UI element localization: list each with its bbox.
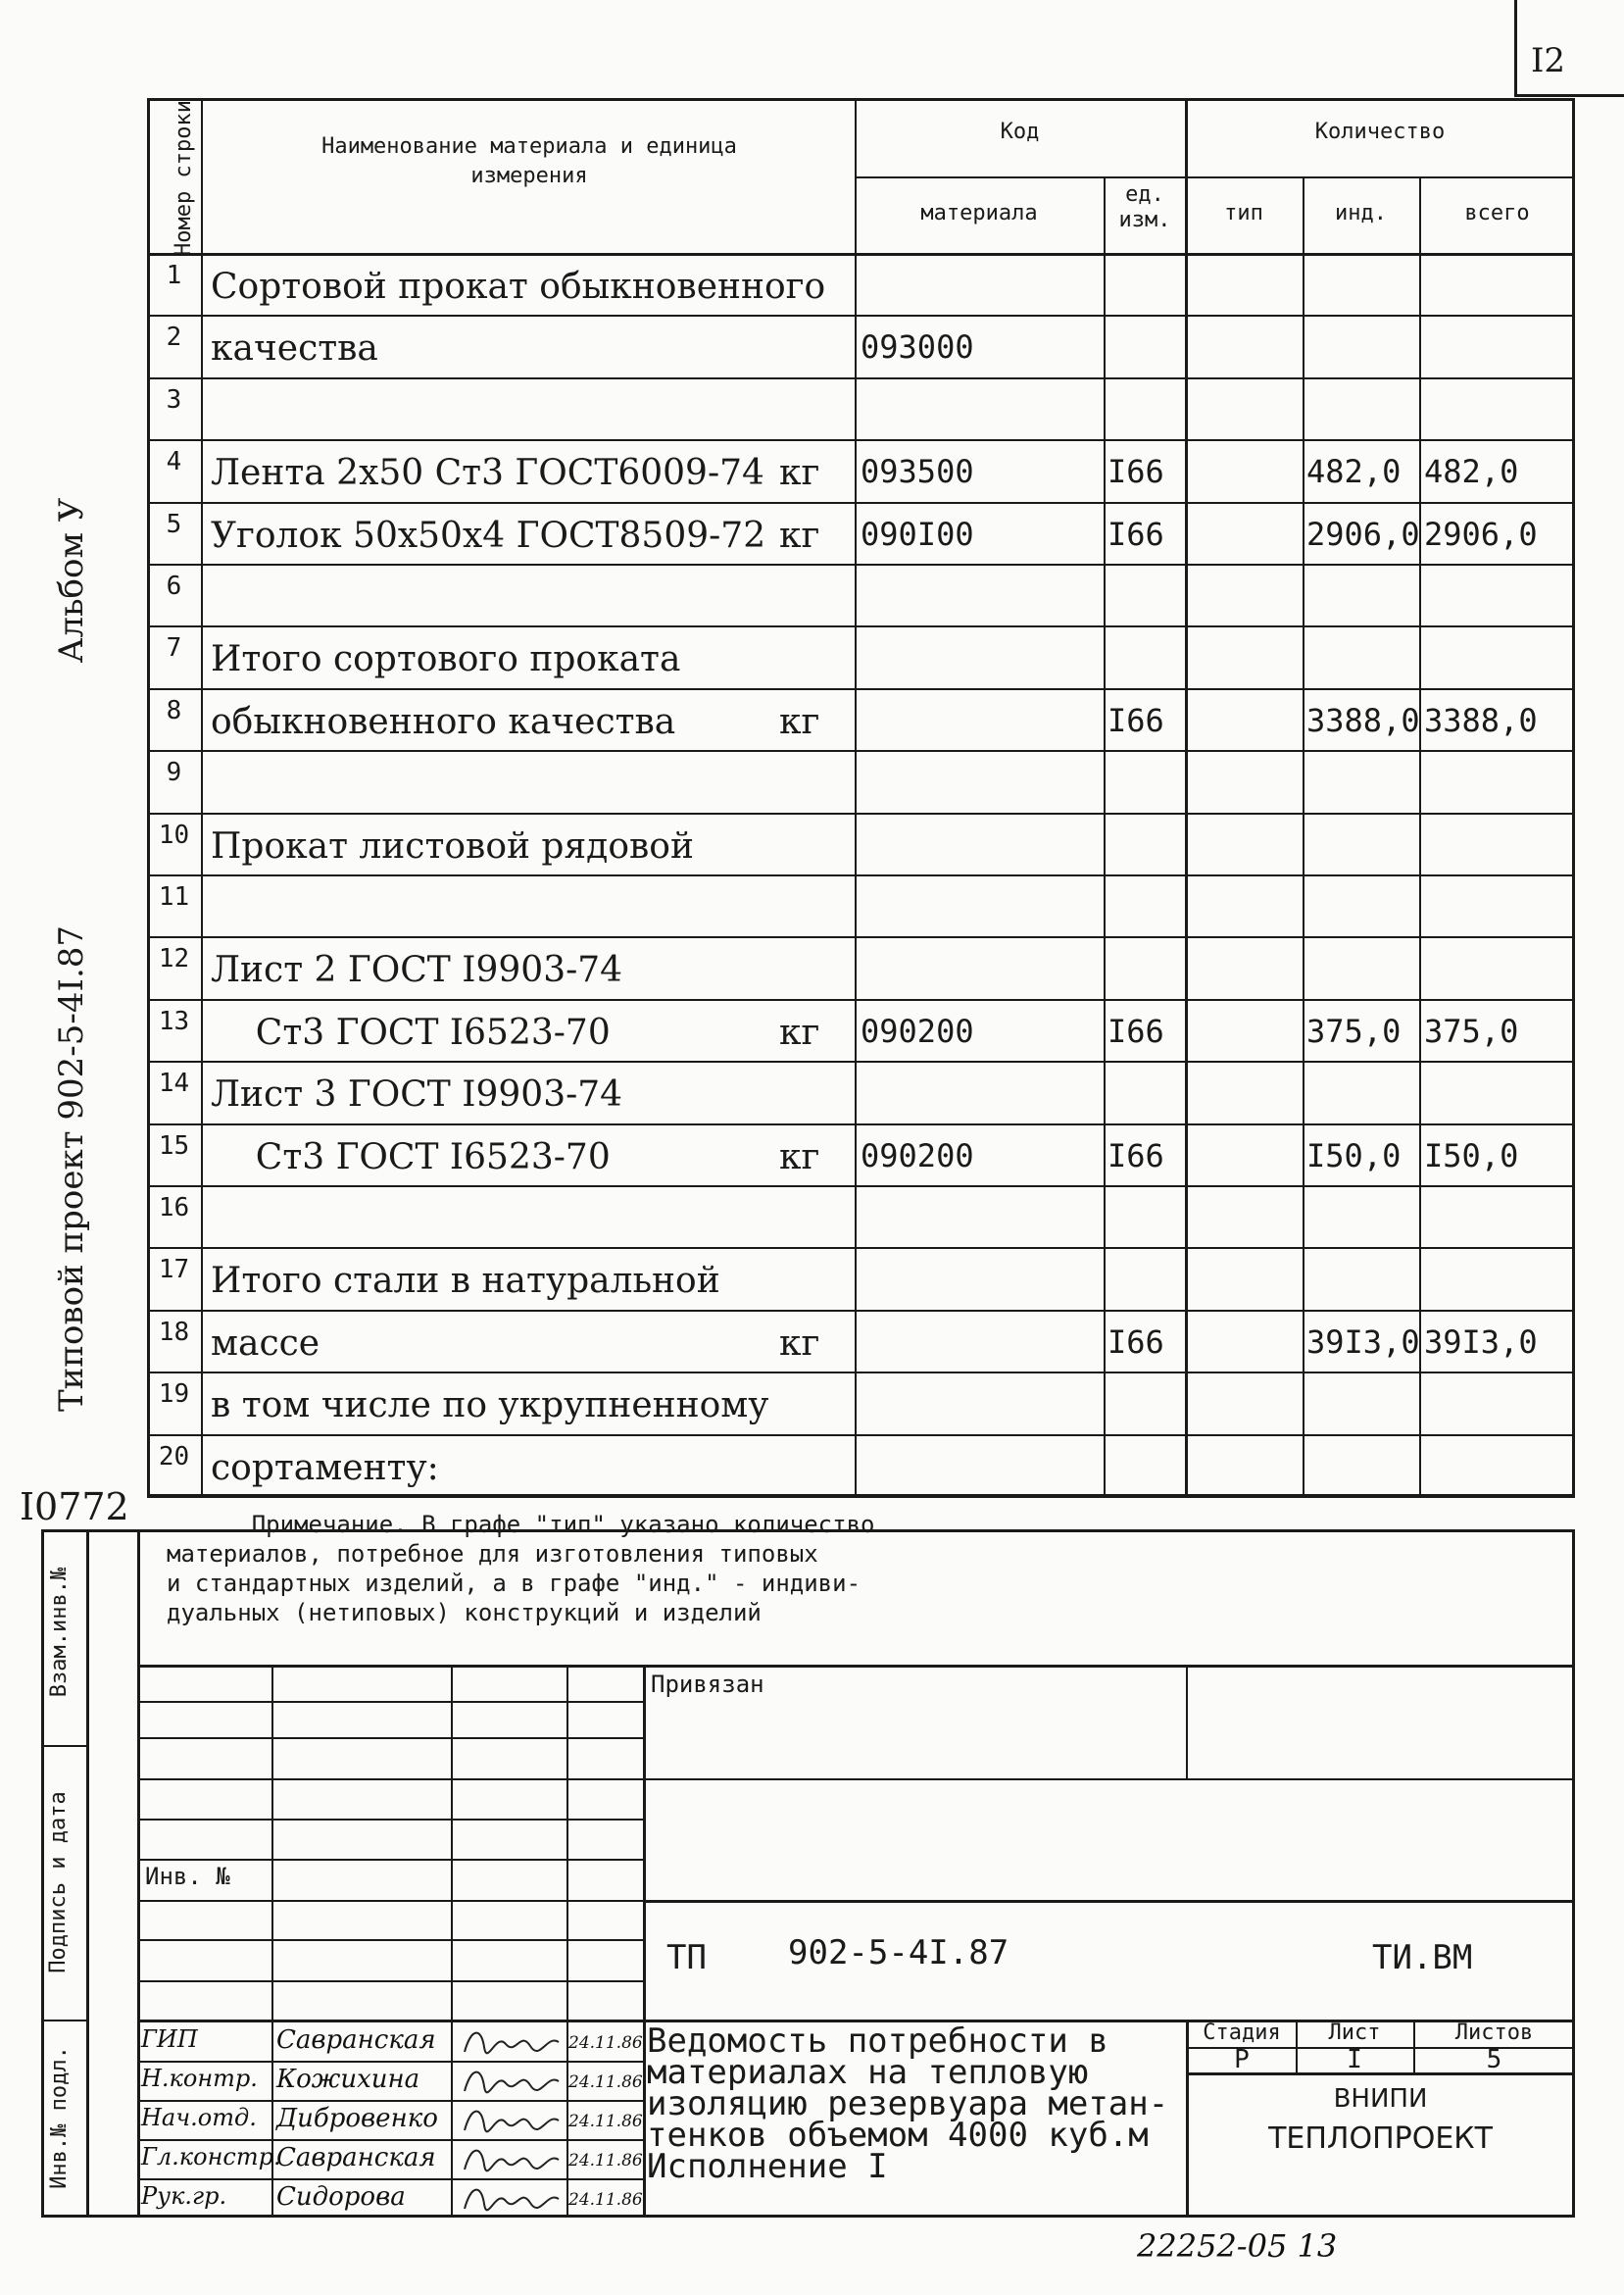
sig-grid-line [137, 1819, 643, 1821]
cell-total: 2906,0 [1424, 516, 1538, 553]
sheets-label: Листов [1454, 2021, 1534, 2045]
col-line-number [201, 98, 203, 1497]
header-split-line [855, 176, 1575, 178]
sig-grid-line [137, 1900, 643, 1902]
cell-name: Уголок 50х50х4 ГОСТ8509-72 [211, 516, 766, 556]
stage-label: Стадия [1203, 2021, 1281, 2045]
cell-n: 2 [166, 323, 182, 352]
sig-grid-line [137, 1980, 643, 1982]
cell-unit: кг [779, 1013, 820, 1053]
cell-code: 090200 [861, 1137, 974, 1174]
stamp-signature-date: Подпись и дата [46, 1791, 71, 1973]
row-separator [147, 999, 1575, 1001]
signature-date: 24.11.86 [568, 2033, 643, 2053]
cell-total: 482,0 [1424, 453, 1519, 490]
sig-grid-line [137, 2100, 643, 2102]
row-separator [147, 439, 1575, 441]
sig-grid-line [137, 1737, 643, 1739]
project-label: Типовой проект 902-5-4I.87 [52, 924, 91, 1413]
sig-grid-line [137, 2020, 643, 2022]
signature-name: Савранская [276, 2143, 436, 2172]
sheets-value: 5 [1486, 2045, 1502, 2074]
stamp-sep-1 [41, 1745, 88, 1747]
title-block-top-line [137, 1665, 1575, 1668]
cell-n: 11 [158, 882, 190, 912]
stamp-inv-original: Инв.№ подл. [47, 2046, 72, 2189]
signature-date: 24.11.86 [568, 2190, 643, 2210]
col-line-name [855, 98, 857, 1497]
row-separator [147, 1061, 1575, 1063]
header-bottom-line [147, 253, 1575, 256]
cell-total: 375,0 [1424, 1013, 1519, 1050]
row-separator [147, 688, 1575, 690]
cell-name: Итого стали в натуральной [211, 1261, 720, 1301]
sig-left-edge [137, 1529, 140, 2218]
stamp-column-line [86, 1529, 89, 2218]
note-text: Примечание. В графе "тип" указано количество материалов, потребное для изготовления типовых и стандартных изделий, а в графе "инд." - индиви- дуальных (нетиповых) конструкций и изделий [167, 1511, 875, 1626]
signature-scribble-icon [457, 2179, 565, 2217]
row-separator [147, 377, 1575, 379]
page-number-underline [1514, 94, 1624, 97]
signature-role: Рук.гр. [141, 2182, 227, 2210]
cell-n: 15 [158, 1131, 190, 1161]
sig-grid-line [137, 2139, 643, 2141]
cell-n: 10 [158, 821, 190, 850]
signature-role: ГИП [141, 2025, 198, 2053]
cell-name: Ст3 ГОСТ I6523-70 [211, 1013, 611, 1053]
page-number-divider [1514, 0, 1517, 96]
header-code: Код [1000, 120, 1040, 144]
sig-grid-line [137, 1778, 643, 1780]
stamp-replace-inv: Взам.инв.№ [47, 1567, 72, 1698]
cell-n: 7 [166, 633, 182, 663]
cell-ed: I66 [1107, 1323, 1164, 1361]
signature-name: Сидорова [276, 2182, 406, 2212]
cell-ed: I66 [1107, 1137, 1164, 1174]
row-separator [147, 750, 1575, 752]
cell-name: Лента 2х50 Ст3 ГОСТ6009-74 [211, 453, 764, 493]
cell-total: 39I3,0 [1424, 1323, 1538, 1361]
doc-code: ТИ.ВМ [1372, 1938, 1473, 1977]
cell-ind: 375,0 [1306, 1013, 1402, 1050]
cell-ind: I50,0 [1306, 1137, 1402, 1174]
sig-grid-line [137, 2061, 643, 2063]
row-separator [147, 315, 1575, 317]
cell-name: Лист 3 ГОСТ I9903-74 [211, 1074, 623, 1115]
cell-name: Итого сортового проката [211, 639, 681, 679]
row-separator [147, 564, 1575, 566]
sig-col-4 [643, 1665, 646, 2218]
header-ind: инд. [1335, 201, 1387, 225]
org-name-1: ВНИПИ [1333, 2084, 1428, 2114]
cell-name: сортаменту: [211, 1448, 439, 1488]
cell-unit: кг [779, 1137, 820, 1177]
archive-code: I0772 [20, 1485, 129, 1528]
signature-scribble-icon [457, 2101, 565, 2138]
cell-ind: 3388,0 [1306, 702, 1420, 739]
row-separator [147, 1185, 1575, 1187]
sig-grid-line [137, 1859, 643, 1861]
cell-n: 6 [166, 572, 182, 601]
row-separator [147, 936, 1575, 938]
note-top-line [147, 1495, 1575, 1498]
cell-code: 090I00 [861, 516, 974, 553]
sig-col-3 [566, 1665, 568, 2218]
privyazan-label: Привязан [651, 1671, 764, 1698]
cell-n: 19 [158, 1379, 190, 1409]
sheet-value: I [1347, 2045, 1362, 2074]
cell-name: Ст3 ГОСТ I6523-70 [211, 1137, 611, 1177]
doc-prefix: ТП [666, 1938, 707, 1977]
privyazan-bottom [643, 1778, 1575, 1780]
signature-role: Н.контр. [141, 2065, 258, 2092]
signature-role: Нач.отд. [141, 2104, 257, 2131]
header-row-number: Номер строки [172, 100, 196, 256]
sig-grid-line [137, 1701, 643, 1703]
row-separator [147, 502, 1575, 504]
signature-scribble-icon [457, 2062, 565, 2099]
sig-grid-line [137, 2178, 643, 2180]
cell-n: 20 [158, 1442, 190, 1472]
cell-unit: кг [779, 1323, 820, 1364]
cell-unit: кг [779, 702, 820, 742]
cell-n: 3 [166, 385, 182, 415]
cell-n: 14 [158, 1069, 190, 1098]
cell-unit: кг [779, 453, 820, 493]
cell-n: 13 [158, 1007, 190, 1036]
row-separator [147, 1372, 1575, 1373]
header-type: тип [1224, 201, 1263, 225]
signature-name: Дибровенко [276, 2104, 438, 2133]
doc-number: 902-5-4I.87 [788, 1933, 1009, 1972]
cell-name: Лист 2 ГОСТ I9903-74 [211, 950, 623, 990]
sheet-label: Лист [1328, 2021, 1381, 2045]
cell-n: 8 [166, 696, 182, 725]
album-label: Альбом У [52, 497, 91, 664]
cell-n: 4 [166, 447, 182, 476]
cell-code: 090200 [861, 1013, 974, 1050]
header-total: всего [1464, 201, 1530, 225]
privyazan-divider [1186, 1665, 1188, 1778]
cell-n: 5 [166, 510, 182, 539]
cell-code: 093000 [861, 328, 974, 366]
signature-scribble-icon [457, 2022, 565, 2060]
cell-n: 16 [158, 1193, 190, 1222]
cell-name: Прокат листовой рядовой [211, 826, 694, 867]
header-name: Наименование материала и единица измерения [321, 134, 737, 188]
footer-number: 22252-05 13 [1137, 2227, 1338, 2265]
signature-date: 24.11.86 [568, 2112, 643, 2131]
signature-scribble-icon [457, 2140, 565, 2177]
cell-name: в том числе по укрупненному [211, 1385, 769, 1425]
cell-ind: 2906,0 [1306, 516, 1420, 553]
row-separator [147, 1310, 1575, 1312]
col-line-material [1104, 176, 1106, 1497]
col-line-unit [1185, 98, 1188, 1497]
cell-ed: I66 [1107, 516, 1164, 553]
cell-unit: кг [779, 516, 820, 556]
cell-n: 17 [158, 1255, 190, 1284]
cell-name: качества [211, 328, 378, 369]
header-material: материала [920, 201, 1038, 225]
header-unit: ед. изм. [1118, 182, 1171, 232]
signature-date: 24.11.86 [568, 2151, 643, 2170]
signature-name: Савранская [276, 2025, 436, 2055]
stamp-sep-2 [41, 2020, 88, 2021]
col-line-ind [1419, 176, 1421, 1497]
cell-ind: 482,0 [1306, 453, 1402, 490]
cell-ed: I66 [1107, 702, 1164, 739]
signature-name: Кожихина [276, 2065, 420, 2094]
org-name-2: ТЕПЛОПРОЕКТ [1268, 2121, 1493, 2156]
sig-col-1 [271, 1665, 273, 2218]
cell-name: массе [211, 1323, 320, 1364]
cell-total: 3388,0 [1424, 702, 1538, 739]
cell-ed: I66 [1107, 1013, 1164, 1050]
cell-n: 18 [158, 1318, 190, 1347]
header-quantity: Количество [1314, 120, 1446, 144]
row-separator [147, 625, 1575, 627]
page-number: I2 [1531, 41, 1566, 80]
sig-col-2 [451, 1665, 453, 2218]
sheet-title: Ведомость потребности в материалах на тепловую изоляцию резервуара метан- тенков объемом 4000 куб.м Исполнение I [647, 2021, 1169, 2186]
cell-name: обыкновенного качества [211, 702, 676, 742]
cell-n: 1 [166, 261, 182, 290]
cell-ind: 39I3,0 [1306, 1323, 1420, 1361]
cell-total: I50,0 [1424, 1137, 1519, 1174]
cell-n: 9 [166, 758, 182, 787]
row-separator [147, 813, 1575, 815]
row-separator [147, 1123, 1575, 1125]
cell-n: 12 [158, 944, 190, 973]
cell-name: Сортовой прокат обыкновенного [211, 267, 826, 307]
col-line-type [1303, 176, 1304, 1497]
cell-code: 093500 [861, 453, 974, 490]
row-separator [147, 874, 1575, 876]
doc-number-top [643, 1900, 1575, 1903]
cell-ed: I66 [1107, 453, 1164, 490]
signature-role: Гл.констр. [141, 2143, 281, 2170]
sig-grid-line [137, 1939, 643, 1941]
row-separator [147, 1434, 1575, 1436]
stage-value: Р [1234, 2045, 1250, 2074]
signature-date: 24.11.86 [568, 2072, 643, 2092]
row-separator [147, 1247, 1575, 1249]
inv-number-label: Инв. № [145, 1863, 230, 1890]
